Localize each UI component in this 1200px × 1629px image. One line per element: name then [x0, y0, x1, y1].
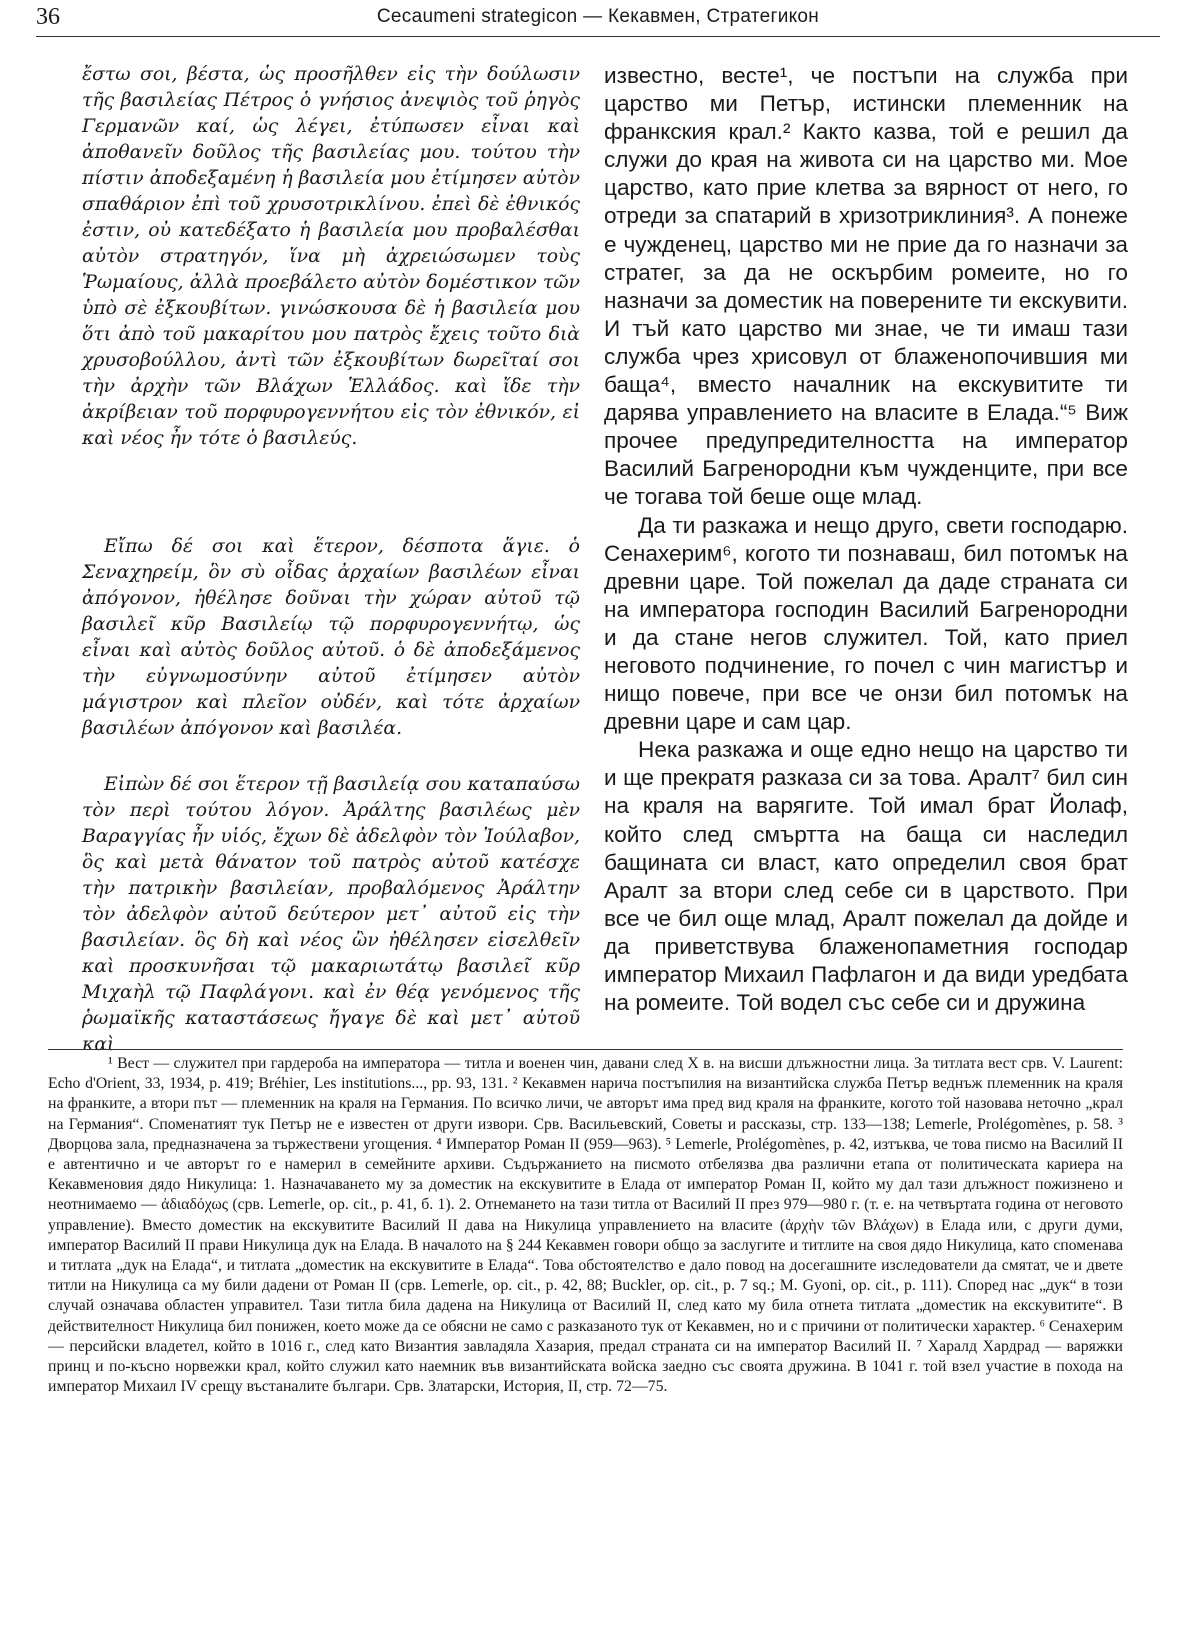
- page-number: 36: [36, 4, 60, 30]
- page-header: [36, 4, 1160, 37]
- greek-paragraph: Εἰπὼν δέ σοι ἕτερον τῇ βασιλείᾳ σου καταπαύσω τὸν περὶ τούτου λόγον. Ἀράλτης βασιλέως μὲν Βαραγγίας ἦν υἱός, ἔχων δὲ ἀδελφὸν τὸν Ἰούλαβον, ὃς καὶ μετὰ θάνατον τοῦ πατρὸς αὐτοῦ κατέσχε τὴν πατρικὴν βασιλείαν, προβαλόμενος Ἀράλτην τὸν ἀδελφὸν αὐτοῦ δεύτερον μετ᾽ αὐτοῦ εἰς τὴν βασιλείαν. ὃς δὴ καὶ νέος ὢν ἠθέλησεν εἰσελθεῖν καὶ προσκυνῆσαι τῷ μακαριωτάτῳ βασιλεῖ κῦρ Μιχαὴλ τῷ Παφλάγονι. καὶ ἐν θέᾳ γενόμενος τῆς ῥωμαϊκῆς καταστάσεως ἤγαγε δὲ καὶ μετ᾽ αὐτοῦ καὶ: [82, 774, 580, 1055]
- bulgarian-paragraph: известно, весте¹, че постъпи на служба при царство ми Петър, истински племенник на франкския крал.² Както казва, той е решил да служи до края на живота си на царство ми. Мое царство, като прие клетва за вярност от него, го отреди за спатарий в хризотриклиния³. А понеже е чужденец, царство ми не прие да го назначи за стратег, за да не оскърбим ромеите, но го назначи за доместик на поверените ти екскувити. И тъй като царство ми знае, че ти имаш тази служба чрез хрисовул от блаженопочившия ми баща⁴, вместо началник на екскувитите ти дарява управлението на власите в Елада.“⁵ Виж прочее предупредителността на император Василий Багренородни към чужденците, при все че тогава той беше още млад.: [604, 63, 1128, 510]
- bulgarian-paragraph: Нека разкажа и още едно нещо на царство ти и ще прекратя разказа си за това. Аралт⁷ бил син на краля на варягите. Той имал брат Йолаф, който след смъртта на баща си наследил бащината си власт, като определил своя брат Аралт за втори след себе си в царството. При все че бил още млад, Аралт пожелал да дойде и да приветствува блаженопаметния господар император Михаил Пафлагон и да види уредбата на ромеите. Той водел със себе си и дружина: [604, 737, 1128, 1016]
- footnotes: [48, 1049, 1123, 1397]
- greek-text-column: [82, 62, 580, 1058]
- bulgarian-text-column: [604, 62, 1128, 1017]
- greek-paragraph: Εἴπω δέ σοι καὶ ἕτερον, δέσποτα ἅγιε. ὁ Σεναχηρείμ, ὃν σὺ οἶδας ἀρχαίων βασιλέων εἶναι ἀπόγονον, ἠθέλησε δοῦναι τὴν χώραν αὐτοῦ τῷ βασιλεῖ κῦρ Βασιλείῳ τῷ πορφυρογεννήτῳ, ὡς εἶναι καὶ αὐτὸς δοῦλος αὐτοῦ. ὁ δὲ ἀποδεξάμενος τὴν εὐγνωμοσύνην αὐτοῦ ἐτίμησεν αὐτὸν μάγιστρον καὶ πλεῖον οὐδέν, καὶ τότε ἀρχαίων βασιλέων ἀπόγονον καὶ βασιλέα.: [82, 536, 580, 739]
- greek-paragraph: ἔστω σοι, βέστα, ὡς προσῆλθεν εἰς τὴν δούλωσιν τῆς βασιλείας Πέτρος ὁ γνήσιος ἀνεψιὸς τοῦ ῥηγὸς Γερμανῶν καί, ὡς λέγει, ἐτύπωσεν εἶναι καὶ ἀποθανεῖν δοῦλος τῆς βασιλείας μου. τούτου τὴν πίστιν ἀποδεξαμένη ἡ βασιλεία μου ἐτίμησεν αὐτὸν σπαθάριον ἐπὶ τοῦ χρυσοτρικλίνου. ἐπεὶ δὲ ἐθνικός ἐστιν, οὐ κατεδέξατο ἡ βασιλεία μου προβαλέσθαι αὐτὸν στρατηγόν, ἵνα μὴ ἀχρειώσωμεν τοὺς Ῥωμαίους, ἀλλὰ προεβάλετο αὐτὸν δομέστικον τῶν ὑπὸ σὲ ἐξκουβίτων. γινώσκουσα δὲ ἡ βασιλεία μου ὅτι ἀπὸ τοῦ μακαρίτου μου πατρὸς ἔχεις τοῦτο διὰ χρυσοβούλλου, ἀντὶ τῶν ἐξκουβίτων δωρεῖταί σοι τὴν ἀρχὴν τῶν Βλάχων Ἑλλάδος. καὶ ἴδε τὴν ἀκρίβειαν τοῦ πορφυρογεννήτου εἰς τὸν ἐθνικόν, εἰ καὶ νέος ἦν τότε ὁ βασιλεύς.: [82, 64, 580, 449]
- bulgarian-paragraph: Да ти разкажа и нещо друго, свети господарю. Сенахерим⁶, когото ти познаваш, бил потомък на древни царе. Той пожелал да даде страната си на императора господин Василий Багренородни и да стане негов служител. Той, като приел неговото подчинение, го почел с чин магистър и нищо повече, при все че онзи бил потомък на древни царе и сам цар.: [604, 512, 1128, 735]
- footnotes-text: ¹ Вест — служител при гардероба на императора — титла и военен чин, давани след X в. на висши длъжностни лица. За титлата вест срв. V. Laurent: Echo d'Orient, 33, 1934, p. 419; Bréhier, Les institutions..., pp. 93, 131. ² Кекавмен нарича постъпилия на византийска служба Петър веднъж племенник на краля на франките, а втори път — племенник на краля на Германия. По всичко личи, че авторът има пред вид краля на франките, когото той назовава неточно „крал на Германия“. Споменатият тук Петър не е известен от други извори. Срв. Васильевский, Советы и рассказы, стр. 133—138; Lemerle, Prolégomènes, p. 58. ³ Дворцова зала, предназначена за тържествени угощения. ⁴ Император Роман II (959—963). ⁵ Lemerle, Prolégomènes, p. 42, изтъква, че това писмо на Василий II е автентично и че авторът го е намерил в семейните архиви. Съдържанието на писмото отбелязва два различни етапа от политическата кариера на Кекавменовия дядо Никулица: 1. Назначаването му за доместик на екскувитите в Елада от император Роман II, който му дал тази длъжност пожизнено и неотнимаемо — ἀδιαδόχως (срв. Lemerle, op. cit., p. 41, б. 1). 2. Отнемането на тази титла от Василий II през 979—980 г. (т. е. на четвъртата година от неговото управление). Вместо доместик на екскувитите Василий II дава на Никулица управлението на власите (ἀρχὴν τῶν Βλάχων) в Елада или, с други думи, император Василий II прави Никулица дук на Елада. В началото на § 244 Кекавмен говори общо за заслугите и титлите на своя дядо Никулица, като споменава и титлата „дук на Елада“, и титлата „доместик на екскувитите в Елада“. Това обстоятелство е дало повод на досегашните изследователи да смятат, че и двете титли на Никулица са му били дадени от Роман II (срв. Lemerle, op. cit., p. 42, 88; Buckler, op. cit., p. 7 sq.; M. Gyoni, op. cit., p. 111). Според нас „дук“ в този случай означава областен управител. Тази титла била дадена на Никулица от Василий II, след като му била отнета титлата „доместик на екскувитите“. В действителност Никулица бил понижен, което може да се обясни не само с разказаното тук от Кекавмен, но и с причини от политически характер. ⁶ Сенахерим — персийски владетел, който в 1016 г., след като Византия завладяла Хазария, предал страната си на император Василий II. ⁷ Харалд Хардрад — варяжки принц и по-късно норвежки крал, който служил като наемник във византийската войска заедно със своята дружина. В 1041 г. той взел участие в похода на император Михаил IV срещу въстаналите българи. Срв. Златарски, История, II, стр. 72—75.: [48, 1055, 1123, 1396]
- running-title: Cecaumeni strategicon — Кекавмен, Стратегикон: [376, 6, 820, 27]
